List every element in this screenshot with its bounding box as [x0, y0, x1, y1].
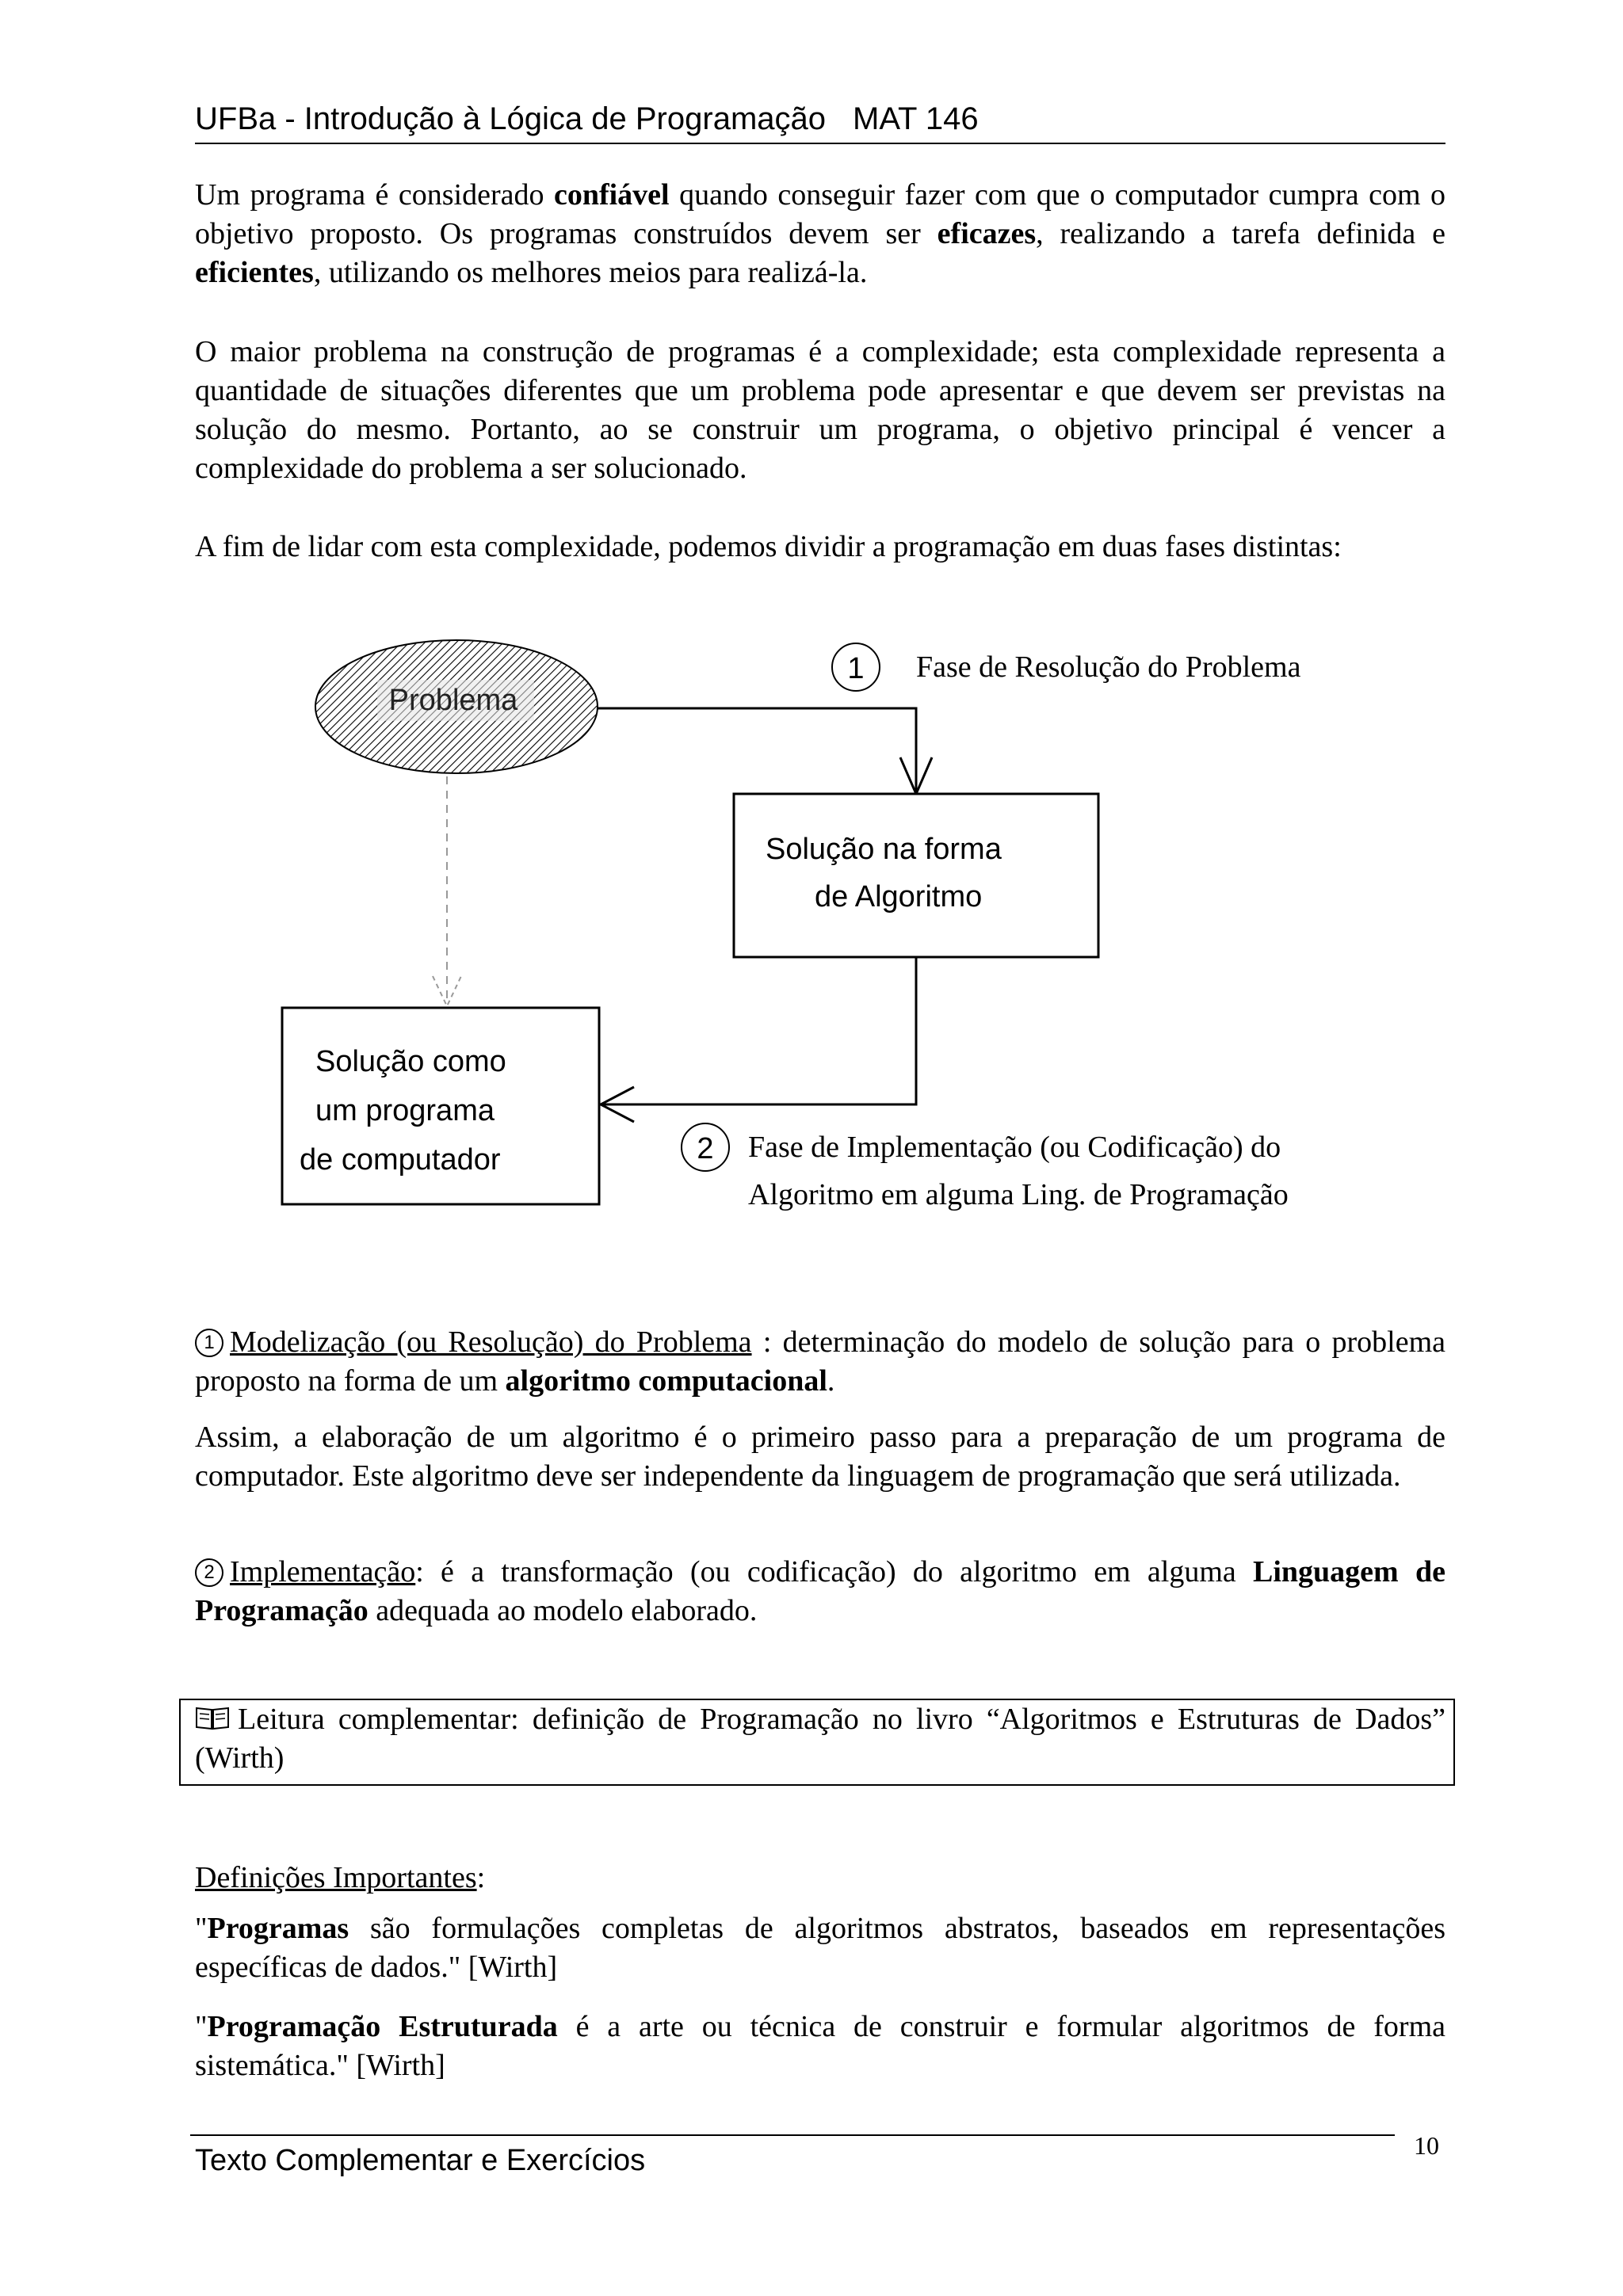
text-span: . — [827, 1364, 835, 1398]
step1-label: Fase de Resolução do Problema — [916, 650, 1301, 684]
text-span: " — [195, 1912, 208, 1945]
text-span: adequada ao modelo elaborado. — [368, 1594, 758, 1627]
text-span: " — [195, 2010, 208, 2043]
text-span: : determinação do modelo de solução para o problema proposto na forma de um — [195, 1325, 1446, 1398]
program-box-line3: de computador — [300, 1143, 501, 1177]
footer-divider — [190, 2134, 1395, 2136]
arrow-problem-to-algorithm — [598, 708, 916, 794]
definition-structured-programming — [195, 2008, 1445, 2085]
bold-term-confiavel: confiável — [553, 178, 670, 212]
bold-term-eficientes: eficientes — [195, 256, 314, 289]
step2-number: 2 — [697, 1132, 714, 1165]
text-span: é a arte ou técnica de construir e formular algoritmos de forma sistemática." [Wirth] — [195, 2010, 1445, 2082]
algorithm-box-line1: Solução na forma — [766, 833, 1002, 866]
paragraph-two-phases: A fim de lidar com esta complexidade, podemos dividir a programação em duas fases distintas: — [195, 530, 1342, 563]
section-modelization — [195, 1323, 1445, 1401]
bold-term-algoritmo: algoritmo computacional — [505, 1364, 827, 1398]
text-span: quando conseguir fazer com que o computador cumpra com o objetivo proposto. Os programas construídos devem ser — [195, 178, 1445, 250]
program-box-line2: um programa — [315, 1094, 495, 1127]
bold-term-linguagem: Linguagem de Programação — [195, 1555, 1445, 1627]
bold-term-eficazes: eficazes — [937, 217, 1037, 250]
bold-term-programacao-estruturada: Programação Estruturada — [207, 2010, 558, 2043]
definition-programs — [195, 1909, 1445, 1987]
complementary-reading-text — [195, 1700, 1445, 1778]
paragraph-algorithm-first-step: Assim, a elaboração de um algoritmo é o primeiro passo para a preparação de um programa de computador. Este algoritmo deve ser independente da linguagem de programação que será utilizada. — [195, 1421, 1445, 1493]
complementary-reading-box — [179, 1699, 1455, 1786]
step2-line2: Algoritmo em alguma Ling. de Programação — [748, 1178, 1289, 1211]
definitions-heading — [195, 1859, 1445, 1897]
step1-number: 1 — [847, 652, 865, 685]
definitions-heading-text: Definições Importantes — [195, 1861, 477, 1894]
book-icon — [195, 1705, 230, 1730]
section1-title: Modelização (ou Resolução) do Problema — [230, 1325, 752, 1359]
text-span: Um programa é considerado — [195, 178, 554, 212]
text-span: , realizando a tarefa definida e — [1036, 217, 1446, 250]
header-title: UFBa - Introdução à Lógica de Programação — [195, 101, 826, 136]
paragraph-complexity: O maior problema na construção de programas é a complexidade; esta complexidade representa a quantidade de situações diferentes que um problema pode apresentar e que devem ser previstas na solução do mesmo. Portanto, ao se construir um programa, o objetivo principal é vencer a complexidade do problema a ser solucionado. — [195, 335, 1445, 485]
step2-line1: Fase de Implementação (ou Codificação) do — [748, 1131, 1281, 1164]
text-span: : é a transformação (ou codificação) do algoritmo em alguma — [415, 1555, 1254, 1589]
algorithm-solution-box — [734, 794, 1098, 957]
arrow-algorithm-to-program — [601, 957, 916, 1104]
text-span: , utilizando os melhores meios para realizá-la. — [313, 256, 868, 289]
text-span: são formulações completas de algoritmos abstratos, baseados em representações específicas de dados." [Wirth] — [195, 1912, 1445, 1984]
section1-marker: 1 — [195, 1329, 223, 1357]
section-implementation — [195, 1553, 1445, 1630]
section2-marker: 2 — [195, 1558, 223, 1587]
problem-label: Problema — [388, 684, 518, 717]
text-span: : — [476, 1861, 486, 1894]
reading-text: Leitura complementar: definição de Programação no livro “Algoritmos e Estruturas de Dados” (Wirth) — [195, 1703, 1445, 1775]
page-number: 10 — [1414, 2131, 1439, 2160]
header-course-code: MAT 146 — [853, 101, 979, 136]
footer-text: Texto Complementar e Exercícios — [195, 2144, 646, 2177]
bold-term-programas: Programas — [207, 1912, 349, 1945]
program-box-line1: Solução como — [315, 1045, 506, 1078]
section2-title: Implementação — [230, 1555, 416, 1589]
algorithm-box-line2: de Algoritmo — [815, 880, 983, 913]
